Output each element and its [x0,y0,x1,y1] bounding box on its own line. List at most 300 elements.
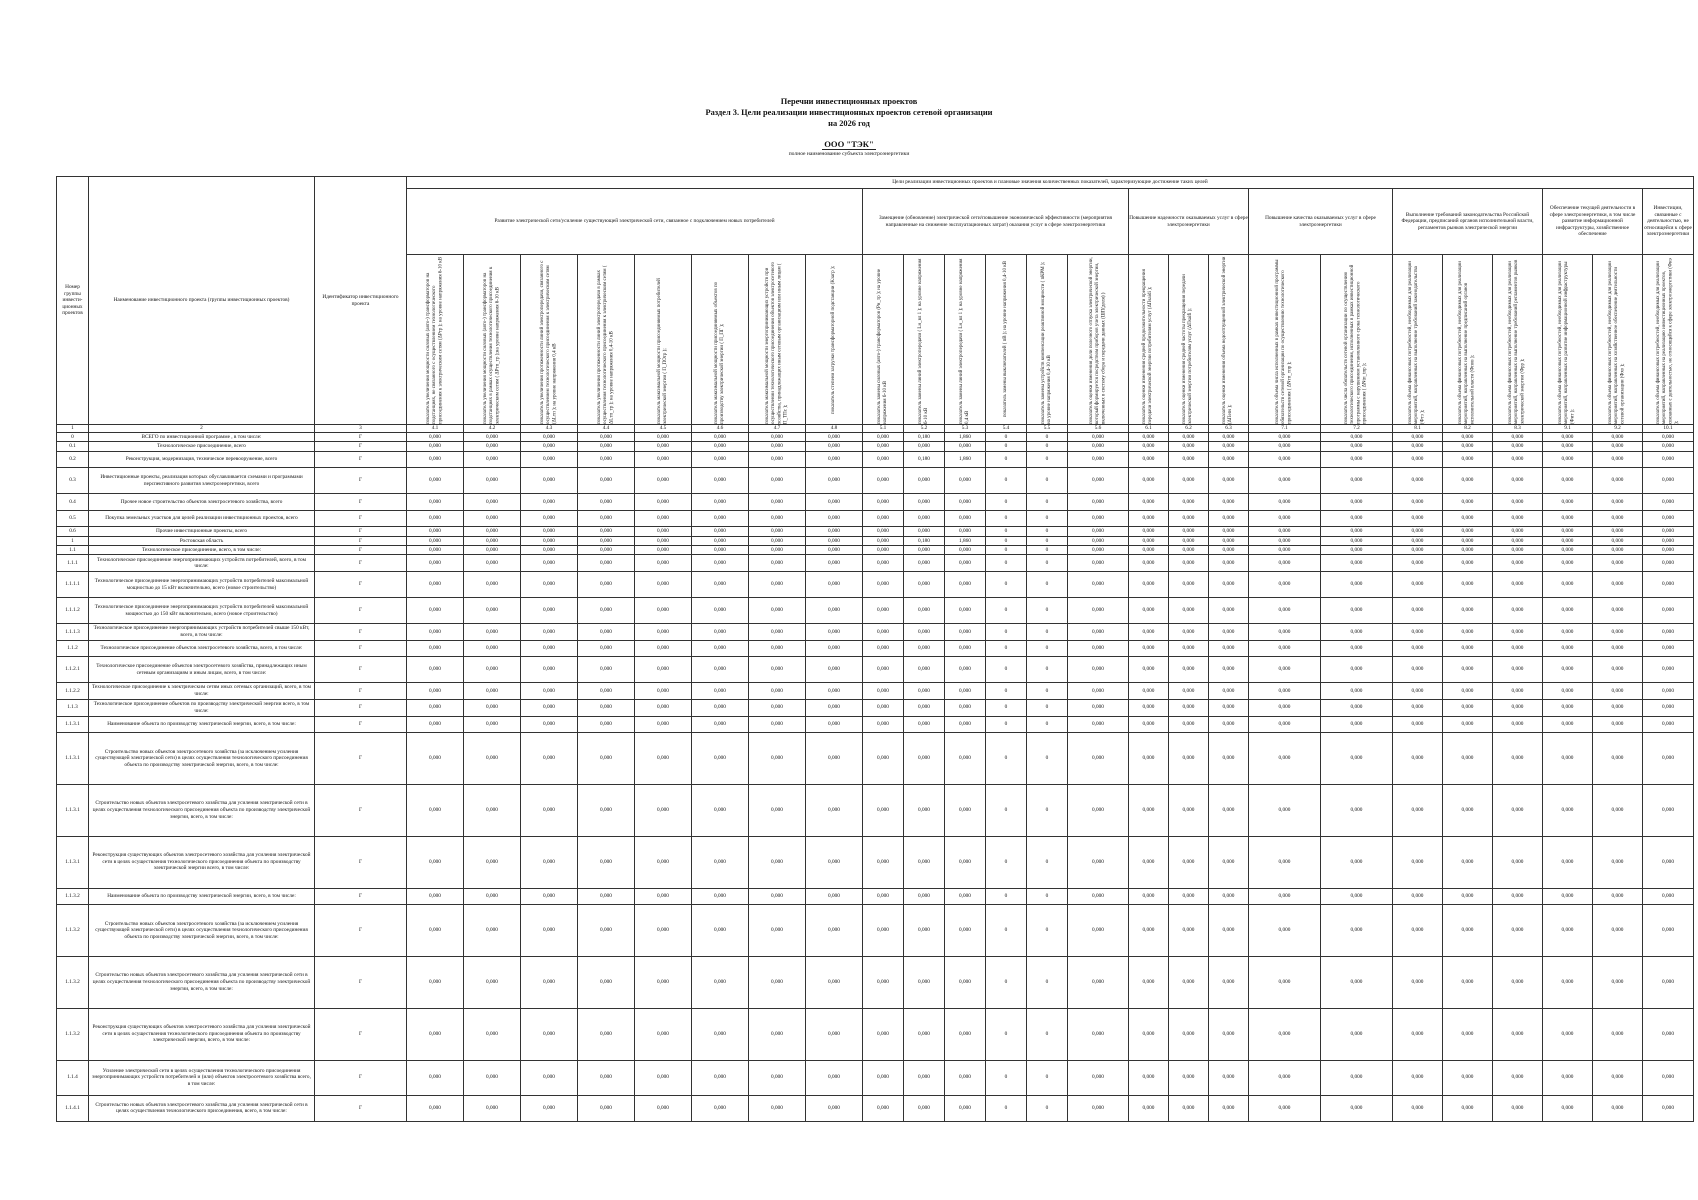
row-project-name: Технологическое присоединение к электрическим сетям иных сетевых организаций, всего, в том числе: [89,683,315,700]
value-cell: 0,000 [806,572,863,598]
row-project-id: Г [315,572,407,598]
value-cell: 0,000 [521,733,578,785]
value-cell: 0 [1027,555,1068,572]
value-cell: 0,000 [749,624,806,641]
value-cell: 0,000 [1249,536,1321,545]
value-cell: 0,000 [749,510,806,526]
value-cell: 0,000 [464,836,521,888]
value-cell: 0,000 [464,716,521,732]
header-project-id: Идентификатор инвестиционного проекта [315,177,407,425]
value-cell: 0,000 [407,733,464,785]
value-cell: 0,000 [1321,598,1393,624]
value-cell: 0,000 [1249,905,1321,957]
value-cell: 0,000 [1543,494,1593,510]
value-cell: 0,000 [692,572,749,598]
indicator-header [1393,255,1443,425]
value-cell: 0,000 [578,546,635,555]
row-project-name: Технологическое присоединение энергопринимающих устройств потребителей максимальной мощностью до 15 кВт включительно, всего (новое строительство) [89,572,315,598]
value-cell: 0,000 [1643,624,1694,641]
value-cell: 0,000 [1393,888,1443,904]
value-cell: 0 [986,905,1027,957]
indicator-label: показатель объема финансовых потребностей, необходимых для реализации мероприятий, направленных на выполнение требований законодательства (Фтз ); [1408,260,1426,424]
value-cell: 0,000 [1129,640,1169,656]
value-cell: 0,000 [806,598,863,624]
value-cell: 0,000 [1543,888,1593,904]
value-cell: 0,000 [1249,451,1321,467]
value-cell: 0,000 [521,1060,578,1095]
row-number: 1.1.4 [57,1060,89,1095]
value-cell: 0,000 [806,1095,863,1121]
value-cell: 0,000 [521,494,578,510]
value-cell: 0,000 [863,1008,904,1060]
value-cell: 0,000 [1493,527,1543,536]
row-number: 1.1.2.2 [57,683,89,700]
value-cell: 0,000 [1493,784,1543,836]
value-cell: 0,000 [1493,640,1543,656]
row-number: 1.1.4.1 [57,1095,89,1121]
value-cell: 0,000 [1393,1095,1443,1121]
row-project-id: Г [315,442,407,451]
value-cell: 0,000 [635,598,692,624]
value-cell: 0,000 [863,624,904,641]
value-cell: 0,000 [1249,784,1321,836]
column-number: 7.2 [1321,425,1393,433]
value-cell: 0,000 [407,640,464,656]
value-cell: 0,000 [1643,468,1694,494]
indicator-header [806,255,863,425]
value-cell: 0,000 [863,905,904,957]
value-cell: 0,000 [1321,442,1393,451]
indicator-label: показатель замены линий электропередачи ( Lн_вл 1 ); на уровне напряжения 6-10 кВ [917,258,929,424]
goal-group-header: Развитие электрической сети/усиление существующей электрической сети, связанное с подключением новых потребителей [407,189,863,255]
value-cell: 0,000 [635,905,692,957]
table-row [57,451,1694,467]
value-cell: 0,000 [1543,527,1593,536]
value-cell: 0,000 [945,510,986,526]
value-cell: 0,000 [904,640,945,656]
value-cell: 0,000 [692,699,749,716]
value-cell: 0,000 [1321,683,1393,700]
value-cell: 0,000 [1593,442,1643,451]
value-cell: 0,000 [749,536,806,545]
column-number: 5.5 [1027,425,1068,433]
value-cell: 0,000 [1169,572,1209,598]
value-cell: 0,000 [1129,555,1169,572]
value-cell: 0,000 [1643,1008,1694,1060]
value-cell: 0,000 [749,1060,806,1095]
value-cell: 0,000 [1493,716,1543,732]
value-cell: 0,000 [692,1008,749,1060]
indicator-label: показатель объема финансовых потребностей, необходимых для реализации мероприятий, направленных на выполнение предписаний органов исполнительной власти (Фпoв ); [1458,260,1476,424]
value-cell: 0,000 [578,433,635,442]
value-cell: 0 [1027,716,1068,732]
value-cell: 0,000 [1249,624,1321,641]
value-cell: 0,000 [464,536,521,545]
value-cell: 0,000 [692,657,749,683]
value-cell: 0,000 [521,657,578,683]
value-cell: 0,000 [1443,784,1493,836]
value-cell: 0,000 [1393,572,1443,598]
value-cell: 0,000 [464,624,521,641]
value-cell: 0,000 [1543,624,1593,641]
value-cell: 0,000 [464,1060,521,1095]
value-cell: 0 [1027,683,1068,700]
value-cell: 0,000 [863,433,904,442]
value-cell: 0,000 [1169,699,1209,716]
value-cell: 0 [1027,733,1068,785]
value-cell: 0,000 [1593,836,1643,888]
value-cell: 0,000 [521,546,578,555]
value-cell: 0,000 [1249,836,1321,888]
value-cell: 0,000 [1443,716,1493,732]
value-cell: 0,000 [1068,468,1129,494]
value-cell: 0,000 [1543,716,1593,732]
value-cell: 0,000 [635,640,692,656]
value-cell: 0,000 [1068,699,1129,716]
value-cell: 0,000 [1209,510,1249,526]
value-cell: 0,000 [521,1095,578,1121]
goal-group-header: Повышение качества оказываемых услуг в сфере электроэнергетики [1249,189,1393,255]
value-cell: 0,000 [1643,888,1694,904]
value-cell: 0,000 [1321,657,1393,683]
value-cell: 0,000 [806,683,863,700]
value-cell: 0 [986,956,1027,1008]
value-cell: 0,000 [1443,683,1493,700]
row-project-id: Г [315,1008,407,1060]
value-cell: 0,000 [1493,624,1543,641]
value-cell: 0,000 [1443,888,1493,904]
value-cell: 0,000 [1493,836,1543,888]
value-cell: 0,000 [806,494,863,510]
indicator-header [945,255,986,425]
value-cell: 0,000 [1321,624,1393,641]
indicator-header [692,255,749,425]
value-cell: 0,000 [904,1060,945,1095]
value-cell: 0,000 [407,555,464,572]
value-cell: 0,000 [1169,527,1209,536]
value-cell: 0,000 [1169,510,1209,526]
value-cell: 0,000 [1169,555,1209,572]
value-cell: 0 [986,510,1027,526]
row-project-id: Г [315,683,407,700]
row-project-id: Г [315,956,407,1008]
table-row [57,536,1694,545]
value-cell: 0,000 [521,536,578,545]
value-cell: 0,000 [692,451,749,467]
value-cell: 0,000 [1393,536,1443,545]
row-project-name: Строительство новых объектов электросетевого хозяйства для усиления электрической сети в целях осуществления технологического присоединения, всего, в том числе: [89,1095,315,1121]
value-cell: 0,000 [1393,836,1443,888]
value-cell: 0,000 [1393,494,1443,510]
value-cell: 0,000 [578,451,635,467]
value-cell: 0,000 [1593,546,1643,555]
value-cell: 0,000 [904,494,945,510]
value-cell: 0,000 [635,468,692,494]
value-cell: 0,000 [1169,733,1209,785]
value-cell: 0,000 [863,1095,904,1121]
column-number: 5.1 [863,425,904,433]
goal-group-header: Замещение (обновление) электрической сети/повышение экономической эффективности (мероприятия направленные на снижение эксплуатационных затрат) оказания услуг в сфере электроэнергетики [863,189,1129,255]
value-cell: 0,000 [1443,1095,1493,1121]
value-cell: 0,000 [1493,510,1543,526]
value-cell: 0,000 [578,683,635,700]
value-cell: 0,000 [1643,1060,1694,1095]
value-cell: 0,000 [1593,699,1643,716]
value-cell: 0,000 [1068,784,1129,836]
value-cell: 0 [1027,624,1068,641]
value-cell: 0,000 [692,640,749,656]
value-cell: 0,000 [635,572,692,598]
value-cell: 0,000 [863,572,904,598]
value-cell: 0,000 [1321,555,1393,572]
value-cell: 0,000 [1169,546,1209,555]
value-cell: 0,000 [1543,784,1593,836]
value-cell: 0,000 [578,640,635,656]
row-project-id: Г [315,905,407,957]
value-cell: 0,000 [904,442,945,451]
value-cell: 0,000 [863,598,904,624]
value-cell: 0 [986,536,1027,545]
row-number: 0.4 [57,494,89,510]
value-cell: 0,000 [1493,657,1543,683]
value-cell: 0,000 [1493,1060,1543,1095]
value-cell: 0,000 [407,716,464,732]
row-project-id: Г [315,699,407,716]
value-cell: 0,000 [1643,784,1694,836]
value-cell: 0,000 [806,536,863,545]
value-cell: 0,000 [1321,536,1393,545]
value-cell: 0,000 [945,468,986,494]
value-cell: 0,000 [1249,598,1321,624]
value-cell: 0,000 [1129,510,1169,526]
value-cell: 0,000 [1169,836,1209,888]
value-cell: 0 [1027,640,1068,656]
value-cell: 0 [986,494,1027,510]
value-cell: 0,000 [749,836,806,888]
column-number: 5.4 [986,425,1027,433]
indicator-header [1593,255,1643,425]
value-cell: 0,000 [1129,1095,1169,1121]
value-cell: 0,000 [945,572,986,598]
value-cell: 0,000 [1129,716,1169,732]
value-cell: 0,000 [1543,1008,1593,1060]
value-cell: 0,000 [945,624,986,641]
row-number: 0.6 [57,527,89,536]
value-cell: 0,000 [407,536,464,545]
value-cell: 0,000 [1493,956,1543,1008]
table-row [57,733,1694,785]
value-cell: 0,000 [464,905,521,957]
value-cell: 0,000 [1068,888,1129,904]
value-cell: 0,000 [1249,510,1321,526]
value-cell: 0,000 [1393,451,1443,467]
value-cell: 0,000 [1393,442,1443,451]
value-cell: 0,000 [1209,640,1249,656]
value-cell: 0,000 [464,598,521,624]
value-cell: 0,000 [692,598,749,624]
value-cell: 0 [1027,888,1068,904]
value-cell: 0,000 [1443,433,1493,442]
value-cell: 0,000 [1068,536,1129,545]
value-cell: 0,000 [407,572,464,598]
value-cell: 0,000 [1643,1095,1694,1121]
value-cell: 0,000 [521,527,578,536]
value-cell: 0,000 [1169,888,1209,904]
value-cell: 0,000 [1209,1095,1249,1121]
value-cell: 0,000 [1068,572,1129,598]
value-cell: 0,000 [1129,572,1169,598]
value-cell: 0,000 [692,733,749,785]
value-cell: 0,000 [945,683,986,700]
row-number: 1.1.3.1 [57,716,89,732]
value-cell: 0,000 [692,683,749,700]
row-number: 1 [57,536,89,545]
value-cell: 0,000 [945,836,986,888]
row-project-name: Технологическое присоединение энергопринимающих устройств потребителей свыше 150 кВт, всего, в том числе: [89,624,315,641]
value-cell: 0,000 [521,572,578,598]
value-cell: 0,000 [1129,1008,1169,1060]
value-cell: 0,000 [1643,683,1694,700]
row-project-id: Г [315,555,407,572]
value-cell: 0,000 [692,536,749,545]
row-project-name: Технологическое присоединение, всего, в том числе: [89,546,315,555]
value-cell: 0,000 [1543,468,1593,494]
value-cell: 0,000 [806,527,863,536]
value-cell: 0,000 [904,733,945,785]
value-cell: 0,000 [1068,598,1129,624]
value-cell: 0,000 [1643,733,1694,785]
value-cell: 0,000 [1129,784,1169,836]
value-cell: 0,000 [464,572,521,598]
value-cell: 0,000 [863,657,904,683]
value-cell: 0,000 [1643,905,1694,957]
table-row [57,683,1694,700]
value-cell: 0,000 [806,905,863,957]
value-cell: 0,000 [904,683,945,700]
table-row [57,527,1694,536]
value-cell: 0,000 [578,905,635,957]
value-cell: 0,000 [578,572,635,598]
indicator-header [863,255,904,425]
value-cell: 0,000 [1068,510,1129,526]
value-cell: 0,000 [1643,527,1694,536]
value-cell: 0,000 [692,527,749,536]
value-cell: 0,000 [1169,433,1209,442]
value-cell: 0,000 [1593,598,1643,624]
value-cell: 0,000 [1129,733,1169,785]
value-cell: 0,000 [407,494,464,510]
value-cell: 0,000 [464,683,521,700]
value-cell: 0,000 [635,510,692,526]
value-cell: 0,000 [692,433,749,442]
value-cell: 0,000 [1393,956,1443,1008]
row-project-name: Инвестиционные проекты, реализация которых обуславливается схемами и программами перспективного развития электроэнергетики, всего [89,468,315,494]
value-cell: 0,000 [945,733,986,785]
table-row [57,433,1694,442]
value-cell: 0,000 [863,716,904,732]
value-cell: 0,000 [635,442,692,451]
value-cell: 0,000 [464,433,521,442]
value-cell: 0,000 [1593,1008,1643,1060]
value-cell: 0,000 [692,624,749,641]
value-cell: 0,000 [806,784,863,836]
value-cell: 0,000 [578,699,635,716]
value-cell: 0,000 [904,468,945,494]
value-cell: 0,000 [749,598,806,624]
value-cell: 0 [986,555,1027,572]
value-cell: 0,000 [578,536,635,545]
value-cell: 0 [986,468,1027,494]
value-cell: 0,000 [904,1095,945,1121]
value-cell: 0,000 [904,657,945,683]
value-cell: 0,000 [407,836,464,888]
value-cell: 0,000 [749,888,806,904]
value-cell: 0,000 [749,555,806,572]
value-cell: 0,000 [1543,1060,1593,1095]
value-cell: 0,000 [1321,494,1393,510]
value-cell: 0,000 [1249,527,1321,536]
value-cell: 0,000 [749,527,806,536]
value-cell: 0,000 [749,494,806,510]
row-project-name: Технологическое присоединение энергопринимающих устройств потребителей, всего, в том числе: [89,555,315,572]
value-cell: 0,000 [1321,784,1393,836]
value-cell: 0,000 [1543,956,1593,1008]
column-number: 4.5 [635,425,692,433]
table-row [57,716,1694,732]
value-cell: 0,000 [749,784,806,836]
value-cell: 0,000 [1543,905,1593,957]
value-cell: 0,000 [1068,546,1129,555]
value-cell: 0,000 [1443,624,1493,641]
value-cell: 0,000 [1169,657,1209,683]
table-row [57,956,1694,1008]
value-cell: 0,000 [1321,433,1393,442]
value-cell: 0,000 [1593,640,1643,656]
row-number: 0.3 [57,468,89,494]
value-cell: 0,000 [945,442,986,451]
table-row [57,888,1694,904]
row-project-name: Технологическое присоединение объектов электросетевого хозяйства, принадлежащих иным сетевым организациям и иным лицам, всего, в том числе: [89,657,315,683]
value-cell: 0,000 [904,784,945,836]
value-cell: 0,000 [464,657,521,683]
value-cell: 0,000 [407,657,464,683]
value-cell: 0,000 [464,546,521,555]
value-cell: 0 [1027,536,1068,545]
value-cell: 0,000 [521,784,578,836]
value-cell: 0,000 [904,598,945,624]
value-cell: 0,000 [1493,683,1543,700]
indicator-header [1068,255,1129,425]
value-cell: 0,000 [1321,733,1393,785]
value-cell: 0,000 [1068,1060,1129,1095]
value-cell: 0,000 [1209,836,1249,888]
value-cell: 0,000 [1249,640,1321,656]
indicator-label: показатель оценки изменения объема недоотпущенной электрической энергии (ΔПens ); [1222,256,1234,424]
value-cell: 0,000 [1593,555,1643,572]
value-cell: 0,000 [635,536,692,545]
value-cell: 0,000 [692,888,749,904]
value-cell: 0,000 [904,510,945,526]
value-cell: 0,000 [1068,555,1129,572]
value-cell: 0,000 [1169,624,1209,641]
value-cell: 0 [1027,468,1068,494]
value-cell: 0 [1027,546,1068,555]
value-cell: 0,000 [1443,451,1493,467]
value-cell: 0,000 [464,451,521,467]
value-cell: 0,000 [1643,555,1694,572]
value-cell: 0,000 [1593,433,1643,442]
value-cell: 0,000 [1169,905,1209,957]
